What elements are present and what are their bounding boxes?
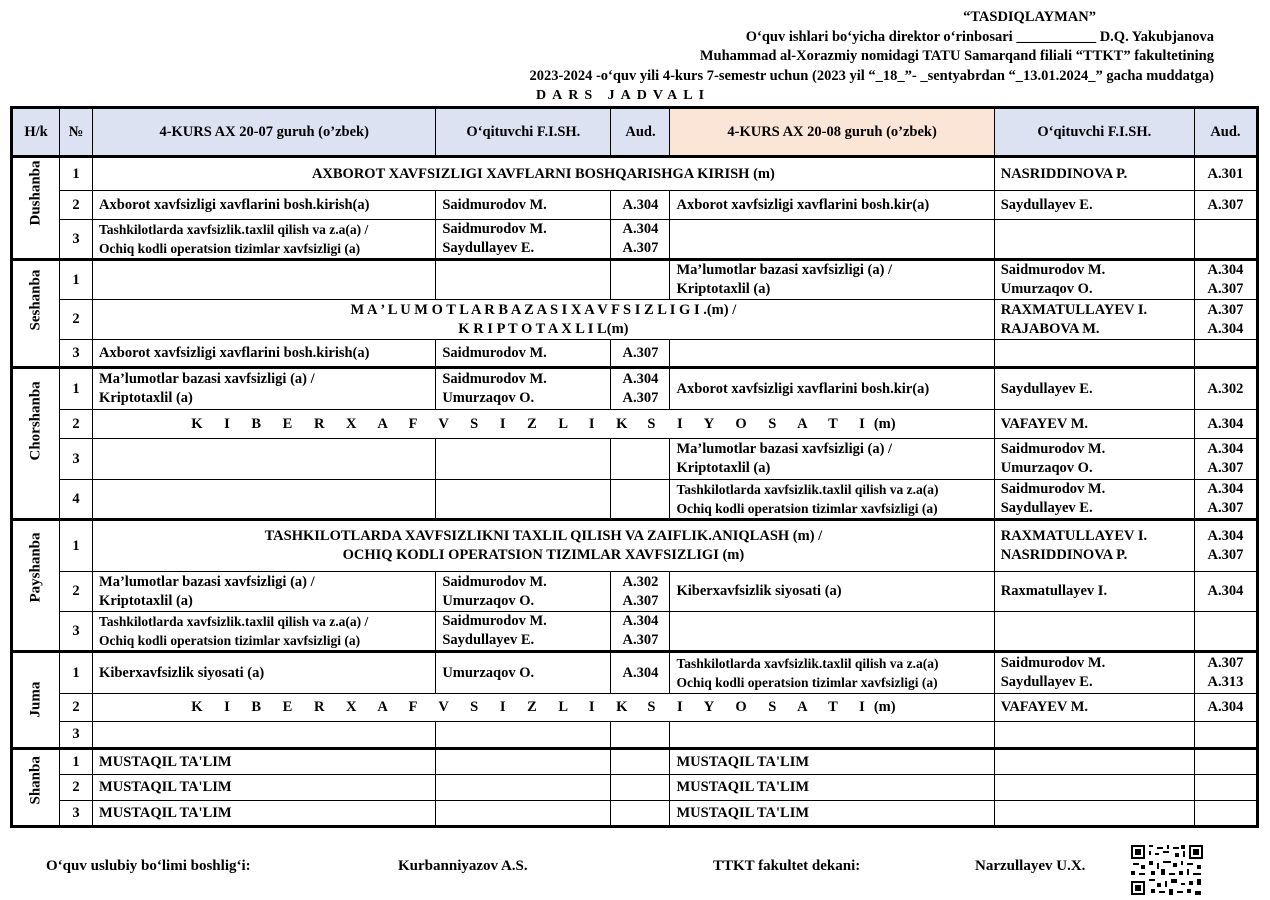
approve-stamp: “TASDIQLAYMAN” — [963, 9, 1096, 25]
table-row — [12, 652, 1258, 694]
subject: Ma’lumotlar bazasi xavfsizligi (a) / Kriptotaxlil (a) — [93, 368, 436, 410]
approver-line: O‘quv ishlari bo‘yicha direktor o‘rinbosari ___________ D.Q. Yakubjanova — [745, 28, 1214, 45]
teacher: RAXMATULLAYEV I. RAJABOVA M. — [994, 300, 1194, 340]
teacher: Saidmurodov M. Umurzaqov O. — [436, 572, 611, 612]
room: A.304 — [611, 191, 670, 220]
pair-number: 2 — [60, 410, 93, 439]
room: A.304 — [1194, 694, 1257, 722]
table-row — [12, 612, 1258, 652]
day-label: Dushanba — [27, 159, 44, 226]
room: A.304 A.307 — [1194, 439, 1257, 480]
teacher: Saidmurodov M. — [436, 191, 611, 220]
subject: Tashkilotlarda xavfsizlik.taxlil qilish va z.a(a) Ochiq kodli operatsion tizimlar xavfsizligi (a) — [670, 652, 994, 694]
subject — [93, 260, 436, 300]
table-row — [12, 572, 1258, 612]
subject: MUSTAQIL TA'LIM — [93, 801, 436, 827]
subject: MUSTAQIL TA'LIM — [93, 749, 436, 775]
teacher — [436, 439, 611, 480]
teacher — [436, 260, 611, 300]
table-row — [12, 775, 1258, 801]
room — [1194, 612, 1257, 652]
room — [1194, 775, 1257, 801]
pair-number: 1 — [60, 749, 93, 775]
pair-number: 1 — [60, 368, 93, 410]
subject: Ma’lumotlar bazasi xavfsizligi (a) / Kriptotaxlil (a) — [93, 572, 436, 612]
room: A.304 — [1194, 572, 1257, 612]
table-row — [12, 801, 1258, 827]
subject: Axborot xavfsizligi xavflarini bosh.kir(a) — [670, 191, 994, 220]
teacher — [994, 749, 1194, 775]
table-row — [12, 694, 1258, 722]
teacher — [436, 749, 611, 775]
teacher: VAFAYEV M. — [994, 410, 1194, 439]
room — [611, 749, 670, 775]
teacher — [436, 775, 611, 801]
subject: Ma’lumotlar bazasi xavfsizligi (a) / Kriptotaxlil (a) — [670, 439, 994, 480]
pair-number: 2 — [60, 694, 93, 722]
table-row — [12, 749, 1258, 775]
room — [1194, 749, 1257, 775]
room: A.304 — [611, 652, 670, 694]
room: A.304 A.307 — [611, 220, 670, 260]
room — [1194, 220, 1257, 260]
subject: MUSTAQIL TA'LIM — [670, 775, 994, 801]
subject: Tashkilotlarda xavfsizlik.taxlil qilish va z.a(a) Ochiq kodli operatsion tizimlar xavfsizligi (a) — [670, 480, 994, 520]
teacher — [994, 612, 1194, 652]
merged-subject: K I B E R X A F V S I Z L I K S I Y O S A T I(m) — [93, 694, 995, 722]
footer-right-name: Narzullayev U.X. — [975, 858, 1086, 874]
pair-number: 2 — [60, 300, 93, 340]
room — [1194, 722, 1257, 749]
subject: Tashkilotlarda xavfsizlik.taxlil qilish va z.a(a) / Ochiq kodli operatsion tizimlar xavfsizligi (a) — [93, 612, 436, 652]
pair-number: 3 — [60, 340, 93, 368]
teacher: Saidmurodov M. — [436, 340, 611, 368]
table-row — [12, 722, 1258, 749]
teacher: Saydullayev E. — [994, 191, 1194, 220]
pair-number: 2 — [60, 775, 93, 801]
teacher: Saidmurodov M. Umurzaqov O. — [436, 368, 611, 410]
table-row — [12, 368, 1258, 410]
subject: MUSTAQIL TA'LIM — [670, 801, 994, 827]
table-row — [12, 340, 1258, 368]
header-teacher1: O‘qituvchi F.I.SH. — [436, 108, 611, 157]
pair-number: 1 — [60, 157, 93, 191]
header-num: № — [60, 108, 93, 157]
subject: Kiberxavfsizlik siyosati (a) — [670, 572, 994, 612]
room — [1194, 340, 1257, 368]
day-friday — [12, 652, 60, 749]
table-row — [12, 410, 1258, 439]
room: A.304 A.307 — [611, 612, 670, 652]
teacher: Umurzaqov O. — [436, 652, 611, 694]
table-row — [12, 300, 1258, 340]
subject: MUSTAQIL TA'LIM — [670, 749, 994, 775]
period-line: 2023-2024 -o‘quv yili 4-kurs 7-semestr uchun (2023 yil “_18_”- _sentyabrdan “_13.01.2024_” gacha muddatga) — [529, 67, 1214, 84]
pair-number: 3 — [60, 801, 93, 827]
qr-code-icon — [1131, 845, 1203, 895]
subject: Tashkilotlarda xavfsizlik.taxlil qilish va z.a(a) / Ochiq kodli operatsion tizimlar xavfsizligi (a) — [93, 220, 436, 260]
subject: Axborot xavfsizligi xavflarini bosh.kirish(a) — [93, 340, 436, 368]
day-tuesday — [12, 260, 60, 368]
room: A.307 A.304 — [1194, 300, 1257, 340]
teacher: Saidmurodov M. Saydullayev E. — [436, 220, 611, 260]
table-row — [12, 191, 1258, 220]
header-aud2: Aud. — [1194, 108, 1257, 157]
faculty-line: Muhammad al-Xorazmiy nomidagi TATU Samarqand filiali “TTKT” fakultetining — [699, 48, 1214, 64]
room — [611, 801, 670, 827]
room: A.301 — [1194, 157, 1257, 191]
room: A.307 A.313 — [1194, 652, 1257, 694]
teacher: NASRIDDINOVA P. — [994, 157, 1194, 191]
pair-number: 4 — [60, 480, 93, 520]
room — [611, 775, 670, 801]
teacher: Saidmurodov M. Saydullayev E. — [436, 612, 611, 652]
room — [1194, 801, 1257, 827]
page-title: DARS JADVALI — [536, 88, 711, 103]
subject: Kiberxavfsizlik siyosati (a) — [93, 652, 436, 694]
room: A.304 — [1194, 410, 1257, 439]
header-day: H/k — [12, 108, 60, 157]
room: A.307 — [611, 340, 670, 368]
day-monday — [12, 157, 60, 260]
subject — [670, 612, 994, 652]
day-label: Seshanba — [27, 269, 44, 331]
schedule-table — [10, 106, 1259, 828]
footer-left-name: Kurbanniyazov A.S. — [398, 858, 528, 874]
merged-subject: AXBOROT XAVFSIZLIGI XAVFLARNI BOSHQARISHGA KIRISH (m) — [93, 157, 995, 191]
subject — [670, 340, 994, 368]
subject: Axborot xavfsizligi xavflarini bosh.kirish(a) — [93, 191, 436, 220]
pair-number: 2 — [60, 572, 93, 612]
day-label: Payshanba — [27, 532, 44, 603]
teacher: VAFAYEV M. — [994, 694, 1194, 722]
teacher — [994, 722, 1194, 749]
subject: MUSTAQIL TA'LIM — [93, 775, 436, 801]
header-teacher2: O‘qituvchi F.I.SH. — [994, 108, 1194, 157]
teacher: Saidmurodov M. Saydullayev E. — [994, 480, 1194, 520]
approval-header — [530, 8, 1215, 86]
teacher: Saydullayev E. — [994, 368, 1194, 410]
pair-number: 3 — [60, 722, 93, 749]
teacher — [436, 722, 611, 749]
merged-subject: TASHKILOTLARDA XAVFSIZLIKNI TAXLIL QILISH VA ZAIFLIK.ANIQLASH (m) / OCHIQ KODLI OPERATSION TIZIMLAR XAVFSIZLIGI (m) — [93, 520, 995, 572]
table-row — [12, 520, 1258, 572]
table-row — [12, 439, 1258, 480]
header-group2: 4-KURS AX 20-08 guruh (o’zbek) — [670, 108, 994, 157]
pair-number: 3 — [60, 612, 93, 652]
table-row — [12, 260, 1258, 300]
merged-subject: M A ’ L U M O T L A R B A Z A S I X A V F S I Z L I G I .(m) / K R I P T O T A X L I L(m) — [93, 300, 995, 340]
pair-number: 1 — [60, 520, 93, 572]
room: A.307 — [1194, 191, 1257, 220]
pair-number: 3 — [60, 439, 93, 480]
header-aud1: Aud. — [611, 108, 670, 157]
subject — [93, 480, 436, 520]
pair-number: 3 — [60, 220, 93, 260]
footer-left-label: O‘quv uslubiy bo‘limi boshlig‘i: — [46, 858, 251, 874]
teacher: RAXMATULLAYEV I. NASRIDDINOVA P. — [994, 520, 1194, 572]
table-row — [12, 220, 1258, 260]
room — [611, 260, 670, 300]
room: A.304 A.307 — [1194, 480, 1257, 520]
teacher — [994, 340, 1194, 368]
header-group1: 4-KURS AX 20-07 guruh (o’zbek) — [93, 108, 436, 157]
room: A.304 A.307 — [611, 368, 670, 410]
room — [611, 480, 670, 520]
room: A.304 A.307 — [1194, 260, 1257, 300]
footer-right-label: TTKT fakultet dekani: — [713, 858, 861, 874]
day-wednesday — [12, 368, 60, 520]
room: A.302 A.307 — [611, 572, 670, 612]
table-header-row — [12, 108, 1258, 157]
teacher — [994, 220, 1194, 260]
merged-subject: K I B E R X A F V S I Z L I K S I Y O S A T I(m) — [93, 410, 995, 439]
teacher — [994, 801, 1194, 827]
day-label: Chorshanba — [27, 381, 44, 461]
table-row — [12, 480, 1258, 520]
room: A.304 A.307 — [1194, 520, 1257, 572]
teacher: Saidmurodov M. Umurzaqov O. — [994, 439, 1194, 480]
subject — [670, 220, 994, 260]
room — [611, 439, 670, 480]
teacher: Raxmatullayev I. — [994, 572, 1194, 612]
teacher — [436, 801, 611, 827]
subject — [670, 722, 994, 749]
pair-number: 1 — [60, 260, 93, 300]
teacher: Saidmurodov M. Umurzaqov O. — [994, 260, 1194, 300]
subject: Axborot xavfsizligi xavflarini bosh.kir(a) — [670, 368, 994, 410]
pair-number: 1 — [60, 652, 93, 694]
teacher: Saidmurodov M. Saydullayev E. — [994, 652, 1194, 694]
table-row — [12, 157, 1258, 191]
day-saturday — [12, 749, 60, 827]
pair-number: 2 — [60, 191, 93, 220]
day-label: Juma — [27, 681, 44, 718]
teacher — [994, 775, 1194, 801]
room: A.302 — [1194, 368, 1257, 410]
day-thursday — [12, 520, 60, 652]
subject: Ma’lumotlar bazasi xavfsizligi (a) / Kriptotaxlil (a) — [670, 260, 994, 300]
subject — [93, 722, 436, 749]
subject — [93, 439, 436, 480]
room — [611, 722, 670, 749]
teacher — [436, 480, 611, 520]
day-label: Shanba — [27, 756, 44, 805]
